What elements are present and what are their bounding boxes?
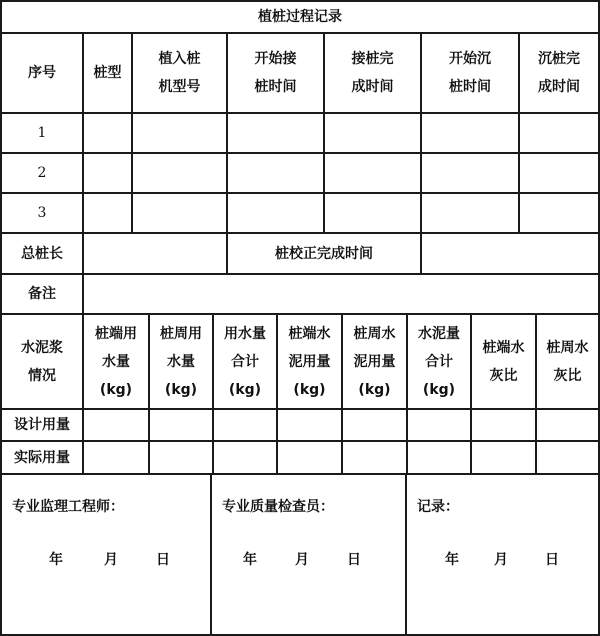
recorder-year: 年 <box>445 552 459 568</box>
slurry-col-cement-total: 水泥量 合计 (kg) <box>418 325 460 398</box>
slurry-col-water-total: 用水量 合计 (kg) <box>224 325 266 398</box>
slurry-col-side-water: 桩周用 水量 (kg) <box>160 325 202 398</box>
recorder-day: 日 <box>545 552 559 568</box>
header-join-done-time: 接桩完 成时间 <box>351 51 394 95</box>
slurry-col-end-water: 桩端用 水量 (kg) <box>95 325 137 398</box>
actual-amount-label: 实际用量 <box>14 449 70 466</box>
row-number-1: 1 <box>37 125 47 141</box>
quality-inspector-day: 日 <box>347 552 361 568</box>
quality-inspector-label: 专业质量检查员： <box>222 499 334 515</box>
row-number-2: 2 <box>37 165 47 181</box>
header-seq: 序号 <box>28 65 56 81</box>
quality-inspector-month: 月 <box>295 552 309 568</box>
slurry-col-end-cement: 桩端水 泥用量 (kg) <box>288 325 331 398</box>
supervisor-label: 专业监理工程师： <box>12 499 124 515</box>
header-start-join-time: 开始接 桩时间 <box>254 51 297 95</box>
form-title: 植桩过程记录 <box>258 9 342 25</box>
header-sink-done-time: 沉桩完 成时间 <box>538 51 580 95</box>
rule-row-2-bottom <box>0 192 600 194</box>
remarks-label: 备注 <box>28 286 56 302</box>
recorder-label: 记录： <box>417 499 459 515</box>
slurry-col-side-cement: 桩周水 泥用量 (kg) <box>353 325 396 398</box>
header-machine-model: 植入桩 机型号 <box>158 51 201 95</box>
rule-design-bottom <box>0 440 600 442</box>
supervisor-month: 月 <box>104 552 118 568</box>
design-amount-label: 设计用量 <box>14 417 70 433</box>
quality-inspector-year: 年 <box>243 552 257 568</box>
slurry-col-side-wc-ratio: 桩周水 灰比 <box>546 339 589 384</box>
rule-row-1-bottom <box>0 152 600 154</box>
correction-time-label: 桩校正完成时间 <box>275 245 373 262</box>
rule-actual-bottom <box>0 473 600 475</box>
rule-total-length-bottom <box>0 273 600 275</box>
supervisor-day: 日 <box>156 552 170 568</box>
col-rule-remarks <box>82 273 84 313</box>
slurry-label: 水泥浆 情况 <box>21 339 63 384</box>
total-length-label: 总桩长 <box>21 245 63 262</box>
row-number-3: 3 <box>37 205 47 221</box>
header-start-sink-time: 开始沉 桩时间 <box>449 51 491 95</box>
header-pile-type: 桩型 <box>93 65 122 81</box>
supervisor-year: 年 <box>49 552 63 568</box>
recorder-month: 月 <box>494 552 508 568</box>
rule-slurry-header-bottom <box>0 408 600 410</box>
rule-header-bottom <box>0 112 600 114</box>
slurry-col-end-wc-ratio: 桩端水 灰比 <box>482 339 525 384</box>
